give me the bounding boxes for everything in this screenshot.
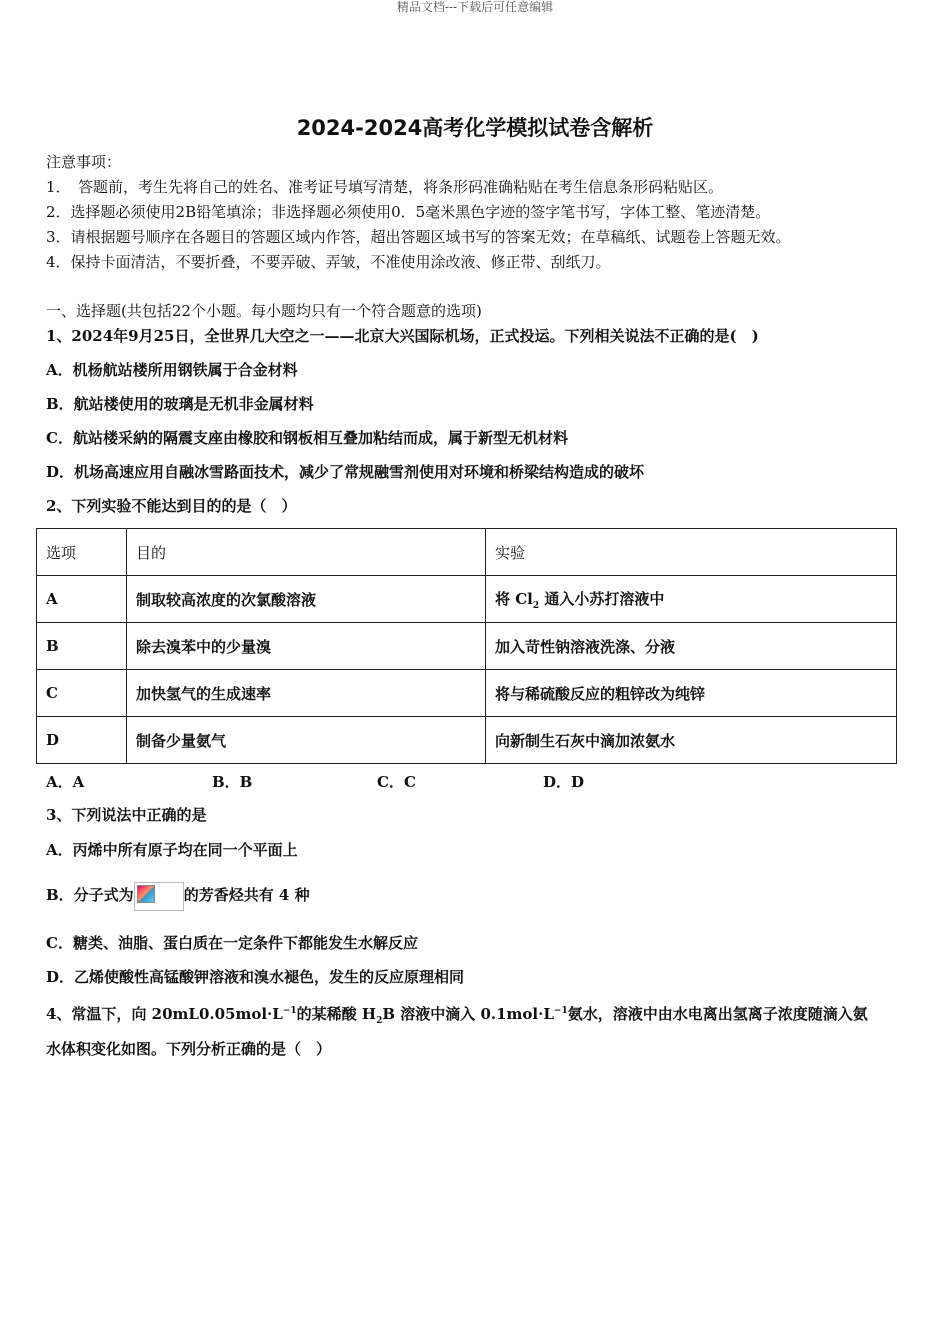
table-row (37, 576, 897, 623)
subscript: 2 (376, 1016, 383, 1026)
stem-text: B 溶液中滴入 0.1mol·L (382, 1005, 554, 1023)
question-2-choice-c: C．C (377, 773, 416, 791)
stem-text: 4、常温下，向 20mL0.05mol·L (46, 1005, 283, 1023)
page-header-watermark: 精品文档---下载后可任意编辑 (396, 0, 554, 14)
notice-heading: 注意事项： (46, 153, 122, 171)
experiment-text: 通入小苏打溶液中 (539, 589, 665, 608)
table-row (37, 623, 897, 670)
table-header-cell: 选项 (37, 529, 127, 576)
table-cell-goal: 除去溴苯中的少量溴 (127, 623, 486, 670)
question-2-choice-b: B．B (212, 773, 253, 791)
table-row (37, 670, 897, 717)
question-1-option-a: A．机杨航站楼所用钢铁属于合金材料 (46, 361, 298, 379)
question-4-stem-line-2: 水体积变化如图。下列分析正确的是（ ） (46, 1040, 332, 1058)
notice-item-4: 4．保持卡面清洁，不要折叠，不要弄破、弄皱，不准使用涂改液、修正带、刮纸刀。 (46, 253, 611, 271)
notice-item-2: 2．选择题必须使用2B铅笔填涂；非选择题必须使用0．5毫米黑色字迹的签字笔书写，字体工整、笔迹清楚。 (46, 203, 771, 221)
option-b-suffix: 的芳香烃共有 4 种 (183, 886, 310, 904)
image-placeholder-icon (137, 885, 155, 903)
question-1-option-b: B．航站楼使用的玻璃是无机非金属材料 (46, 395, 314, 413)
table-header-cell: 目的 (127, 529, 486, 576)
table-cell-experiment: 将与稀硫酸反应的粗锌改为纯锌 (486, 670, 897, 717)
question-3-option-b (46, 877, 310, 913)
stem-text: 氨水，溶液中由水电离出氢离子浓度随滴入氨 (567, 1005, 868, 1023)
table-cell-goal: 加快氢气的生成速率 (127, 670, 486, 717)
superscript: −1 (553, 1006, 568, 1016)
subscript: 2 (532, 600, 540, 611)
question-1-stem: 1、2024年9月25日，全世界几大空之一——北京大兴国际机场，正式投运。下列相关说法不正确的是( ) (46, 327, 759, 345)
experiment-text: 将 Cl (495, 589, 533, 608)
question-4-stem-line-1 (46, 1001, 868, 1031)
document-title: 2024-2024高考化学模拟试卷含解析 (296, 116, 654, 140)
stem-text: 的某稀酸 H (296, 1005, 377, 1023)
table-header-cell: 实验 (486, 529, 897, 576)
notice-item-3: 3．请根据题号顺序在各题目的答题区域内作答，超出答题区域书写的答案无效；在草稿纸、试题卷上答题无效。 (46, 228, 791, 246)
table-cell-option: D (37, 717, 127, 764)
question-3-stem: 3、下列说法中正确的是 (46, 806, 207, 824)
table-cell-option: B (37, 623, 127, 670)
option-b-prefix: B．分子式为 (46, 886, 134, 904)
table-cell-experiment: 向新制生石灰中滴加浓氨水 (486, 717, 897, 764)
question-1-option-d: D．机场高速应用自融冰雪路面技术，减少了常规融雪剂使用对环境和桥梁结构造成的破坏 (46, 463, 645, 481)
question-2-stem: 2、下列实验不能达到目的的是（ ） (46, 497, 297, 515)
table-cell-goal: 制备少量氨气 (127, 717, 486, 764)
question-2-choice-a: A．A (46, 773, 85, 791)
table-row (37, 717, 897, 764)
superscript: −1 (282, 1006, 297, 1016)
table-cell-experiment: 加入苛性钠溶液洗涤、分液 (486, 623, 897, 670)
section-heading: 一、选择题(共包括22个小题。每小题均只有一个符合题意的选项) (46, 302, 482, 320)
table-cell-option: C (37, 670, 127, 717)
table-cell-goal: 制取较高浓度的次氯酸溶液 (127, 576, 486, 623)
question-2-table (36, 528, 897, 764)
question-3-option-a: A．丙烯中所有原子均在同一个平面上 (46, 841, 298, 859)
question-2-choice-d: D．D (543, 773, 585, 791)
table-header-row (37, 529, 897, 576)
question-1-option-c: C．航站楼采納的隔震支座由橡胶和钢板相互叠加粘结而成，属于新型无机材料 (46, 429, 568, 447)
notice-item-1: 1． 答题前，考生先将自己的姓名、准考证号填写清楚，将条形码准确粘贴在考生信息条形码粘贴区。 (46, 178, 724, 196)
formula-image-icon (134, 882, 184, 911)
question-3-option-c: C．糖类、油脂、蛋白质在一定条件下都能发生水解反应 (46, 934, 418, 952)
table-cell-option: A (37, 576, 127, 623)
table-cell-experiment (486, 576, 897, 623)
question-3-option-d: D．乙烯使酸性高锰酸钾溶液和溴水褪色，发生的反应原理相同 (46, 968, 465, 986)
